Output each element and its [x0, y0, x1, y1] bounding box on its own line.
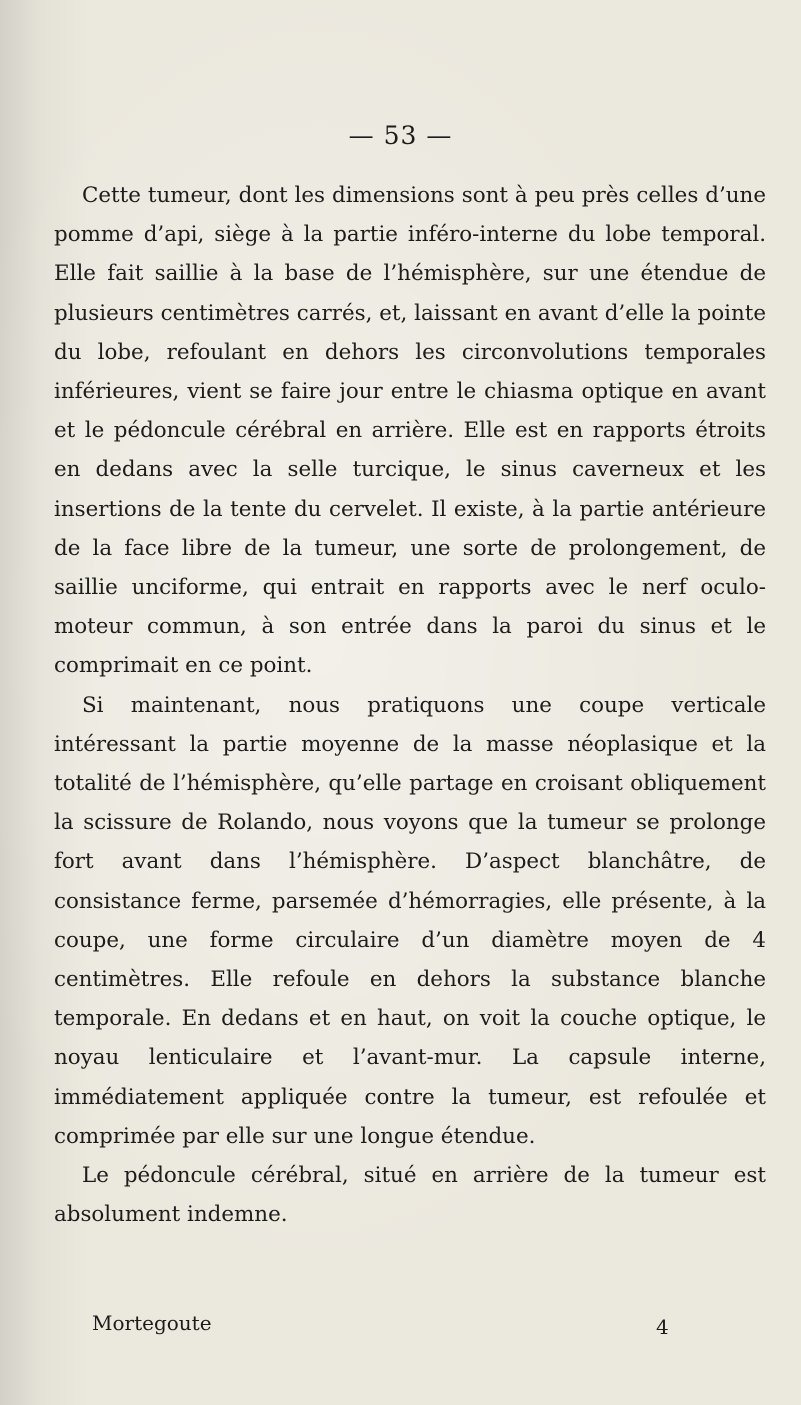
paragraph-1: Cette tumeur, dont les dimensions sont à peu près celles d’une pomme d’api, siège à la partie inféro-interne du lobe temporal. Elle fait saillie à la base de l’hémisphère, sur une étendue de plusieurs centimètres carrés, et, laissant en avant d’elle la pointe du lobe, refoulant en dehors les circonvolutions temporales inférieures, vient se faire jour entre le chiasma optique en avant et le pédoncule cérébral en arrière. Elle est en rapports étroits en dedans avec la selle turcique, le sinus caverneux et les insertions de la tente du cervelet. Il existe, à la partie antérieure de la face libre de la tumeur, une sorte de prolongement, de saillie unciforme, qui entrait en rapports avec le nerf oculo-moteur commun, à son entrée dans la paroi du sinus et le comprimait en ce point. — [54, 183, 766, 679]
body-text — [54, 176, 766, 1234]
paragraph-3: Le pédoncule cérébral, situé en arrière de la tumeur est absolument indemne. — [54, 1163, 766, 1228]
paragraph-2: Si maintenant, nous pratiquons une coupe verticale intéressant la partie moyenne de la masse néoplasique et la totalité de l’hémisphère, qu’elle partage en croisant obliquement la scissure de Rolando, nous voyons que la tumeur se prolonge fort avant dans l’hémisphère. D’aspect blanchâtre, de consistance ferme, parsemée d’hémorragies, elle présente, à la coupe, une forme circulaire d’un diamètre moyen de 4 centimètres. Elle refoule en dehors la substance blanche temporale. En dedans et en haut, on voit la couche optique, le noyau lenticulaire et l’avant-mur. La capsule interne, immédiatement appliquée contre la tumeur, est refoulée et comprimée par elle sur une longue étendue. — [54, 692, 766, 1149]
signature-mark: 4 — [656, 1315, 669, 1339]
footer-author: Mortegoute — [92, 1311, 212, 1335]
page-number: — 53 — — [348, 121, 453, 150]
